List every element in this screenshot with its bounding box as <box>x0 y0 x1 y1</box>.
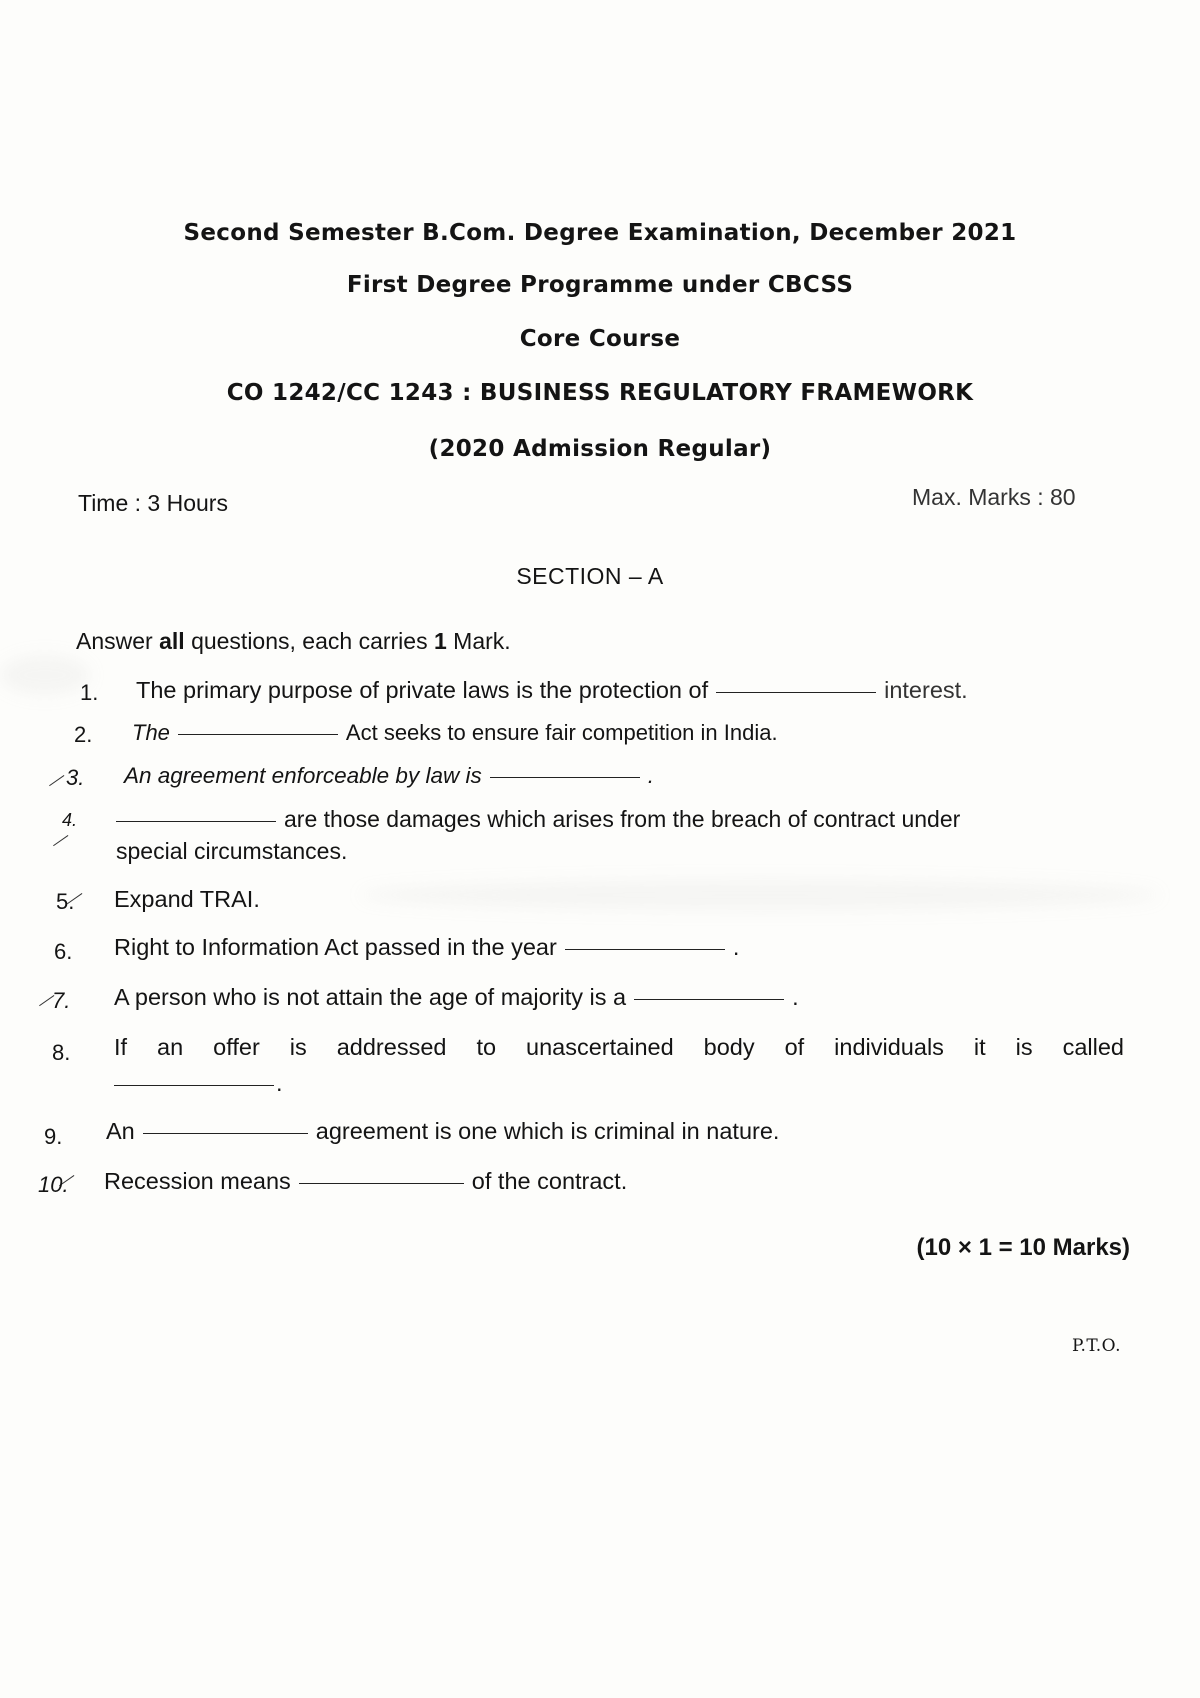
question-text: of the contract. <box>471 1168 628 1194</box>
check-mark-icon <box>49 775 65 787</box>
question-text: A person who is not attain the age of majority is a <box>114 984 627 1010</box>
answer-blank <box>565 948 725 950</box>
answer-blank <box>116 820 276 822</box>
exam-title-text: Second Semester B.Com. Degree Examination, December 2021 <box>183 220 1017 246</box>
admission-note <box>0 436 1200 462</box>
scan-smudge <box>360 880 1160 910</box>
scan-smudge <box>0 655 90 695</box>
question-text: Recession means <box>104 1168 291 1194</box>
question-text: Act seeks to ensure fair competition in India. <box>345 720 778 745</box>
course-type <box>0 326 1200 352</box>
check-mark-icon <box>53 835 69 847</box>
question-8 <box>114 1034 1124 1061</box>
answer-blank <box>634 998 784 1000</box>
question-number: 2. <box>74 722 93 747</box>
question-number: 9. <box>44 1124 63 1149</box>
admission-note-text: (2020 Admission Regular) <box>428 436 772 462</box>
question-number: 4. <box>62 810 78 830</box>
instruction-text: questions, each carries <box>191 628 428 654</box>
answer-blank <box>114 1084 274 1086</box>
please-turn-over: P.T.O. <box>1072 1336 1121 1356</box>
question-10 <box>104 1168 627 1195</box>
question-3 <box>124 763 654 789</box>
question-2 <box>132 720 778 746</box>
question-number: 10. <box>38 1172 69 1197</box>
question-4 <box>116 806 960 833</box>
question-text: . <box>647 763 654 788</box>
question-text: . <box>792 984 799 1010</box>
exam-title <box>0 220 1200 246</box>
exam-time: Time : 3 Hours <box>78 490 228 516</box>
question-text: An agreement enforceable by law is <box>124 763 482 788</box>
question-number: 5. <box>56 889 75 914</box>
question-text: An <box>106 1118 135 1144</box>
course-type-text: Core Course <box>519 326 681 352</box>
section-marks-total: (10 × 1 = 10 Marks) <box>916 1234 1130 1261</box>
question-text: The <box>132 720 170 745</box>
instruction-emphasis: all <box>159 628 185 654</box>
course-code-title-text: CO 1242/CC 1243 : BUSINESS REGULATORY FRAMEWORK <box>226 380 974 406</box>
question-text: are those damages which arises from the breach of contract under <box>284 806 961 832</box>
answer-blank <box>143 1132 308 1134</box>
question-text: . <box>732 934 740 960</box>
question-text: Expand TRAI. <box>114 886 260 912</box>
question-text: If an offer is addressed to unascertained body of individuals it is called <box>114 1034 1124 1060</box>
question-1 <box>136 677 968 704</box>
programme-title-text: First Degree Programme under CBCSS <box>346 272 854 298</box>
question-8-continued <box>114 1070 283 1097</box>
question-text: interest. <box>884 677 968 703</box>
question-number: 3. <box>66 765 85 790</box>
section-instruction <box>76 628 511 655</box>
course-code-title <box>0 380 1200 406</box>
answer-blank <box>716 691 876 693</box>
question-text: . <box>276 1070 283 1096</box>
question-9 <box>106 1118 779 1145</box>
instruction-text: Answer <box>76 628 153 654</box>
question-text: agreement is one which is criminal in nature. <box>315 1118 780 1144</box>
question-number: 1. <box>80 680 99 705</box>
answer-blank <box>178 733 338 735</box>
question-5 <box>114 886 260 913</box>
max-marks: Max. Marks : 80 <box>912 484 1076 510</box>
answer-blank <box>490 776 640 778</box>
question-number: 8. <box>52 1040 71 1065</box>
section-title: SECTION – A <box>516 563 664 589</box>
question-text: The primary purpose of private laws is the protection of <box>136 677 709 703</box>
question-4-continued: special circumstances. <box>116 838 348 864</box>
question-7 <box>114 984 799 1011</box>
question-number: 6. <box>54 939 73 964</box>
instruction-text: Mark. <box>453 628 511 654</box>
answer-blank <box>299 1182 464 1184</box>
question-number: 7. <box>52 988 71 1013</box>
question-text: Right to Information Act passed in the year <box>114 934 557 960</box>
question-6 <box>114 934 739 961</box>
programme-title <box>0 272 1200 298</box>
instruction-emphasis: 1 <box>433 628 447 654</box>
